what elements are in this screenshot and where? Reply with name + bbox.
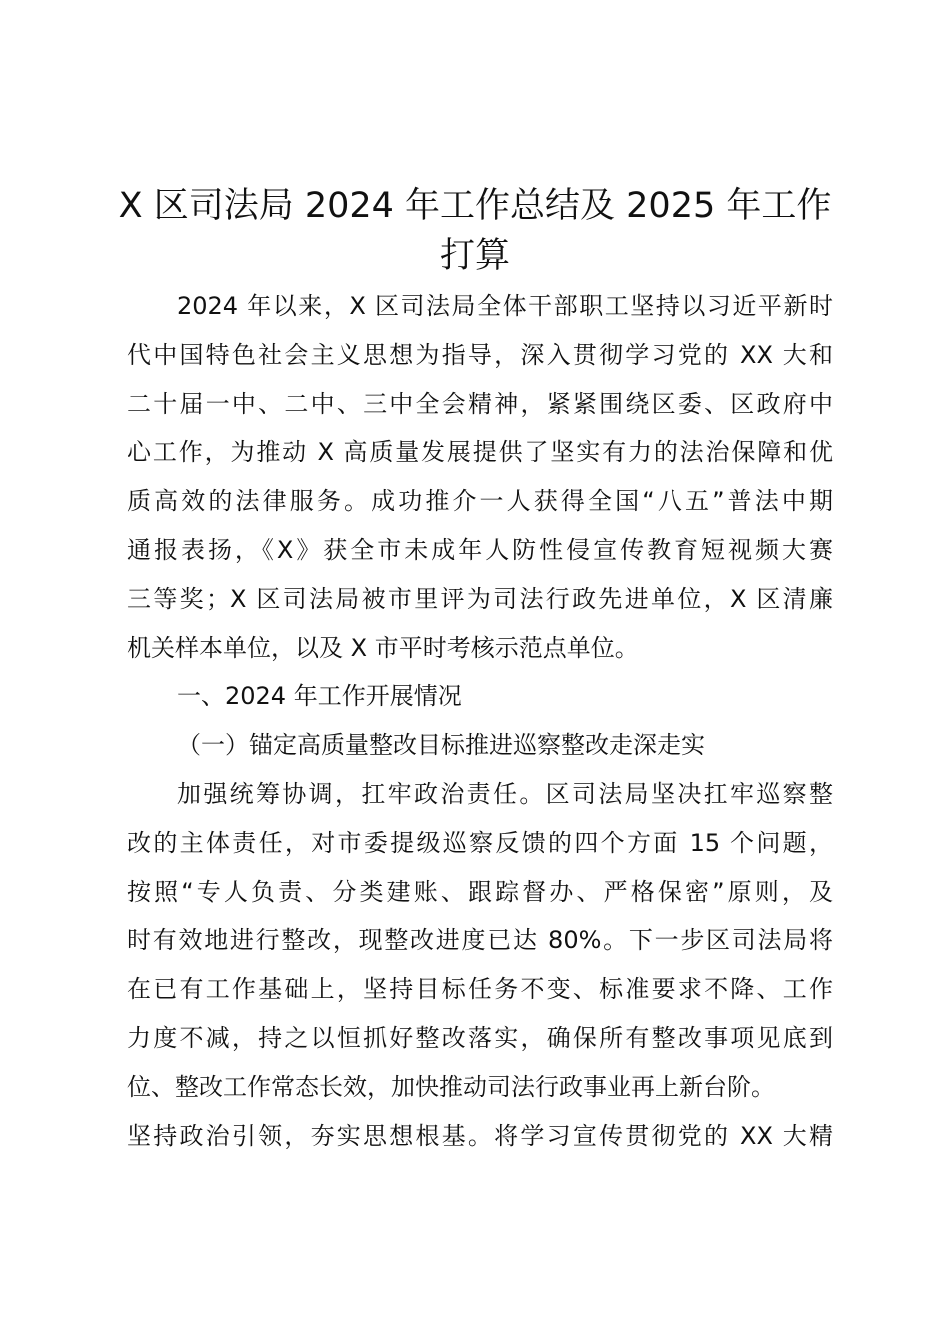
paragraph-line: 按照“专人负责、分类建账、跟踪督办、严格保密”原则，及 <box>127 877 833 906</box>
section-heading: 一、2024 年工作开展情况 <box>177 682 462 711</box>
document-title-line-2: 打算 <box>439 236 510 276</box>
intro-line: 代中国特色社会主义思想为指导，深入贯彻学习党的 XX 大和 <box>127 340 833 369</box>
paragraph-line: 位、整改工作常态长效，加快推动司法行政事业再上新台阶。 <box>127 1072 775 1101</box>
document-body <box>127 282 833 1160</box>
document-title-line-1: X 区司法局 2024 年工作总结及 2025 年工作 <box>118 186 832 226</box>
intro-line: 心工作，为推动 X 高质量发展提供了坚实有力的法治保障和优 <box>127 438 833 467</box>
paragraph-line: 坚持政治引领，夯实思想根基。将学习宣传贯彻党的 XX 大精 <box>127 1121 833 1150</box>
intro-line: 2024 年以来，X 区司法局全体干部职工坚持以习近平新时 <box>177 292 833 320</box>
paragraph-line: 力度不减，持之以恒抓好整改落实，确保所有整改事项见底到 <box>127 1023 833 1052</box>
intro-line: 三等奖；X 区司法局被市里评为司法行政先进单位，X 区清廉 <box>127 584 833 613</box>
intro-line: 通报表扬，《X》获全市未成年人防性侵宣传教育短视频大赛 <box>127 535 833 564</box>
paragraph-line: 在已有工作基础上，坚持目标任务不变、标准要求不降、工作 <box>127 975 833 1004</box>
paragraph-line: 加强统筹协调，扛牢政治责任。区司法局坚决扛牢巡察整 <box>177 779 833 808</box>
intro-line: 二十届一中、二中、三中全会精神，紧紧围绕区委、区政府中 <box>127 389 833 418</box>
intro-line: 机关样本单位，以及 X 市平时考核示范点单位。 <box>127 633 639 662</box>
intro-line: 质高效的法律服务。成功推介一人获得全国“八五”普法中期 <box>127 487 833 516</box>
paragraph-line: 时有效地进行整改，现整改进度已达 80%。下一步区司法局将 <box>127 926 833 955</box>
paragraph-line: 改的主体责任，对市委提级巡察反馈的四个方面 15 个问题， <box>127 828 833 857</box>
section-subheading: （一）锚定高质量整改目标推进巡察整改走深走实 <box>177 731 705 760</box>
